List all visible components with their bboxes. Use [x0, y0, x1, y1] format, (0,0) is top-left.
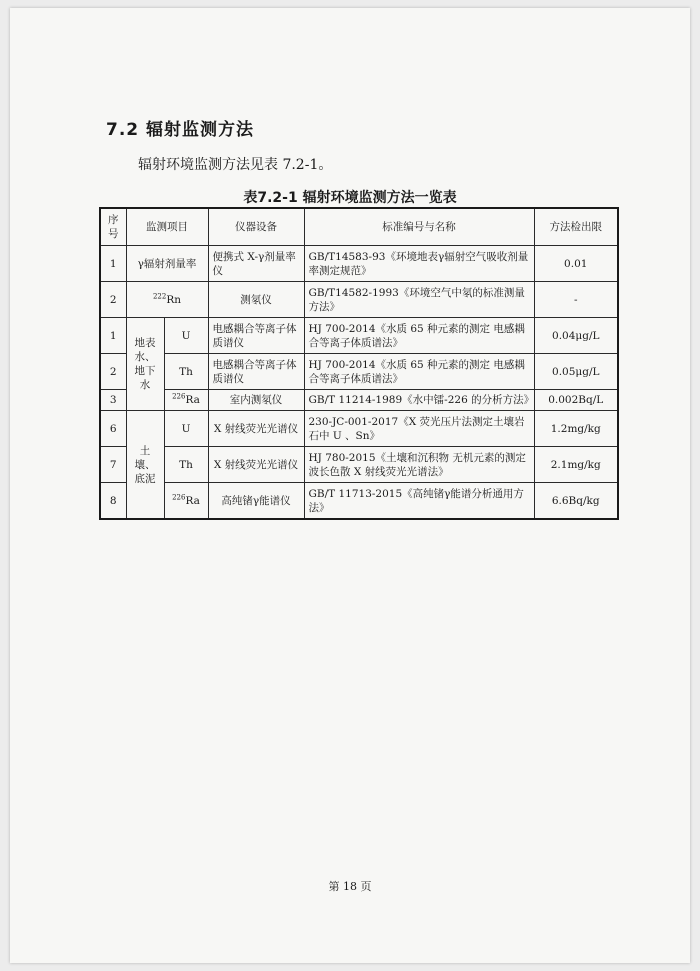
table-row	[100, 354, 618, 390]
row-item: γ辐射剂量率	[126, 246, 208, 282]
row-item: Th	[164, 447, 208, 483]
row-standard: GB/T14582-1993《环境空气中氡的标准测量方法》	[304, 282, 534, 318]
row-standard: HJ 700-2014《水质 65 种元素的测定 电感耦合等离子体质谱法》	[304, 318, 534, 354]
isotope-mass-number: 226	[172, 493, 186, 501]
row-item: Th	[164, 354, 208, 390]
row-no: 8	[100, 483, 126, 520]
row-no: 1	[100, 246, 126, 282]
table-row	[100, 318, 618, 354]
isotope-mass-number: 226	[172, 392, 186, 401]
section-title: 7.2 辐射监测方法	[106, 120, 255, 140]
row-standard: HJ 780-2015《土壤和沉积物 无机元素的测定波长色散 X 射线荧光光谱法》	[304, 447, 534, 483]
row-item: U	[164, 411, 208, 447]
row-limit: -	[534, 282, 618, 318]
row-limit: 0.05μg/L	[534, 354, 618, 390]
row-no: 1	[100, 318, 126, 354]
table-row	[100, 390, 618, 411]
monitoring-methods-table	[99, 207, 619, 520]
table-header-row	[100, 208, 618, 246]
table-row	[100, 483, 618, 520]
row-limit: 0.002Bq/L	[534, 390, 618, 411]
row-no: 6	[100, 411, 126, 447]
row-instrument: X 射线荧光光谱仪	[208, 411, 304, 447]
element-symbol: Ra	[185, 494, 200, 507]
document-page	[10, 8, 690, 963]
row-instrument: 高纯锗γ能谱仪	[208, 483, 304, 520]
row-item	[126, 282, 208, 318]
row-no: 2	[100, 282, 126, 318]
header-item: 监测项目	[126, 208, 208, 246]
row-standard: HJ 700-2014《水质 65 种元素的测定 电感耦合等离子体质谱法》	[304, 354, 534, 390]
row-item	[164, 483, 208, 520]
header-standard: 标准编号与名称	[304, 208, 534, 246]
row-limit: 2.1mg/kg	[534, 447, 618, 483]
table-row	[100, 447, 618, 483]
table-row	[100, 411, 618, 447]
row-no: 7	[100, 447, 126, 483]
group-water: 地表水、地下水	[126, 318, 164, 411]
row-limit: 6.6Bq/kg	[534, 483, 618, 520]
row-standard: GB/T 11713-2015《高纯锗γ能谱分析通用方法》	[304, 483, 534, 520]
row-limit: 0.01	[534, 246, 618, 282]
row-instrument: 电感耦合等离子体质谱仪	[208, 318, 304, 354]
row-instrument: 便携式 X-γ剂量率仪	[208, 246, 304, 282]
row-standard: GB/T 11214-1989《水中镭-226 的分析方法》	[304, 390, 534, 411]
row-standard: 230-JC-001-2017《X 荧光压片法测定土壤岩石中 U 、Sn》	[304, 411, 534, 447]
row-instrument: 室内测氡仪	[208, 390, 304, 411]
row-item	[164, 390, 208, 411]
header-limit: 方法检出限	[534, 208, 618, 246]
row-no: 2	[100, 354, 126, 390]
row-instrument: 测氡仪	[208, 282, 304, 318]
isotope-mass-number: 222	[152, 292, 167, 300]
row-limit: 0.04μg/L	[534, 318, 618, 354]
row-standard: GB/T14583-93《环境地表γ辐射空气吸收剂量率测定规范》	[304, 246, 534, 282]
table-caption: 表7.2-1 辐射环境监测方法一览表	[243, 190, 457, 206]
intro-paragraph: 辐射环境监测方法见表 7.2-1。	[138, 157, 333, 173]
table-row	[100, 282, 618, 318]
header-no: 序号	[100, 208, 126, 246]
element-symbol: Ra	[185, 394, 200, 406]
row-instrument: 电感耦合等离子体质谱仪	[208, 354, 304, 390]
page-number: 第 18 页	[328, 880, 372, 893]
row-limit: 1.2mg/kg	[534, 411, 618, 447]
header-instrument: 仪器设备	[208, 208, 304, 246]
table-row	[100, 246, 618, 282]
row-item: U	[164, 318, 208, 354]
element-symbol: Rn	[166, 293, 182, 306]
row-no: 3	[100, 390, 126, 411]
row-instrument: X 射线荧光光谱仪	[208, 447, 304, 483]
group-soil: 土壤、底泥	[126, 411, 164, 520]
